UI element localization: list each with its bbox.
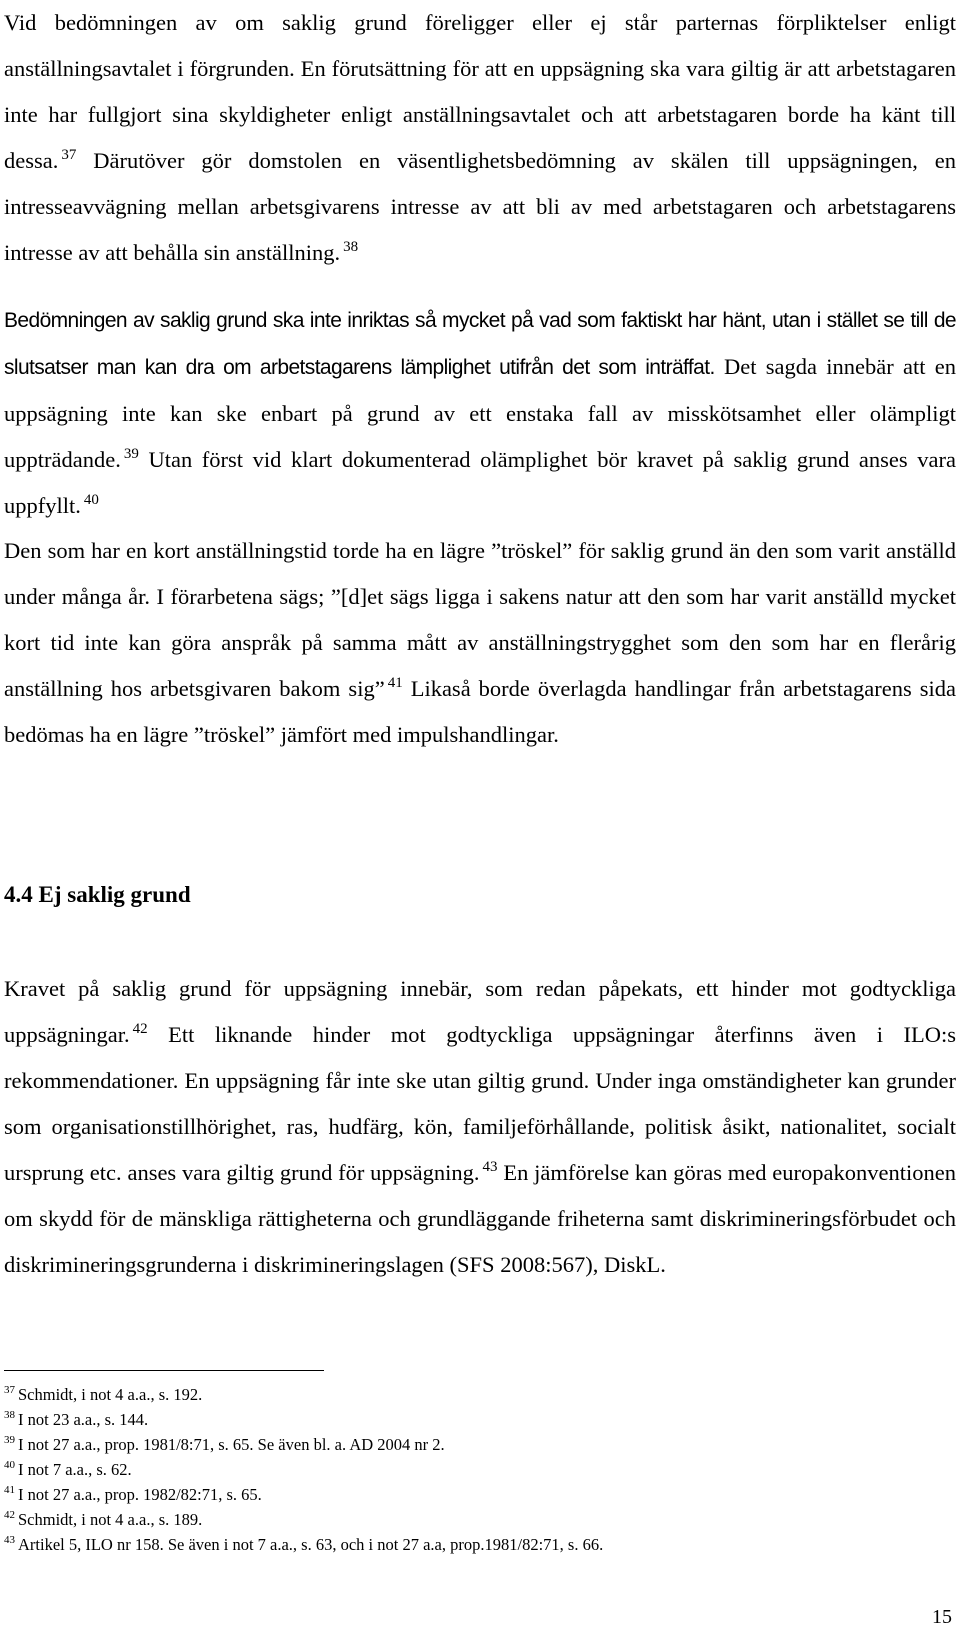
footnote-item	[4, 1432, 944, 1457]
footnote-number: 42	[4, 1509, 15, 1522]
paragraph-anstallningstid	[4, 528, 956, 758]
footnote-ref[interactable]: 38	[343, 239, 359, 255]
footnote-ref[interactable]: 40	[83, 492, 99, 508]
paragraph-text: Vid bedömningen av om saklig grund föreligger eller ej står parternas förpliktelser enligt anställningsavtalet i förgrunden. En förutsättning för att en uppsägning ska vara giltig är att arbetstagaren inte har fullgjort sina skyldigheter enligt anställningsavtalet och att arbetstagaren borde ha känt till dessa.	[4, 10, 956, 173]
footnote-text: Schmidt, i not 4 a.a., s. 189.	[18, 1510, 203, 1529]
footnote-text: I not 7 a.a., s. 62.	[18, 1460, 132, 1479]
paragraph-text: Likaså borde överlagda handlingar från arbetstagarens sida bedömas ha en lägre ”tröskel” jämfört med impulshandlingar.	[4, 676, 957, 747]
footnote-ref[interactable]: 43	[482, 1159, 498, 1175]
footnote-number: 37	[4, 1384, 15, 1397]
footnote-text: I not 27 a.a., prop. 1982/82:71, s. 65.	[18, 1485, 262, 1504]
paragraph-text: Ett liknande hinder mot godtyckliga uppsägningar återfinns även i ILO:s rekommendationer. En uppsägning får inte ske utan giltig grund. Under inga omständigheter kan grunder som organisationstillhörighet, ras, hudfärg, kön, familjeförhållande, politisk åsikt, nationalitet, socialt ursprung etc. anses vara giltig grund för uppsägning.	[4, 1022, 956, 1185]
footnote-number: 38	[4, 1409, 15, 1422]
footnote-text: Artikel 5, ILO nr 158. Se även i not 7 a.a., s. 63, och i not 27 a.a, prop.1981/82:71, s. 66.	[18, 1535, 604, 1554]
footnote-ref[interactable]: 41	[387, 675, 403, 691]
footnote-item	[4, 1457, 944, 1482]
paragraph-text: En jämförelse kan göras med europakonventionen om skydd för de mänskliga rättigheterna och grundläggande friheterna samt diskrimineringsförbudet och diskrimineringsgrunderna i diskrimineringslagen (SFS 2008:567), DiskL.	[4, 1160, 956, 1277]
page-number: 15	[932, 1606, 952, 1628]
footnote-number: 43	[4, 1534, 15, 1547]
paragraph-text: Utan först vid klart dokumenterad olämplighet bör kravet på saklig grund anses vara uppfyllt.	[4, 447, 956, 518]
paragraph-text: Kravet på saklig grund för uppsägning innebär, som redan påpekats, ett hinder mot godtyckliga uppsägningar.	[4, 976, 956, 1047]
footnotes-list	[4, 1382, 944, 1557]
footnote-number: 41	[4, 1484, 15, 1497]
footnote-number: 40	[4, 1459, 15, 1472]
paragraph-text: Därutöver gör domstolen en väsentlighetsbedömning av skälen till uppsägningen, en intresseavvägning mellan arbetsgivarens intresse av att bli av med arbetstagaren och arbetstagarens intresse av att behålla sin anställning.	[4, 148, 957, 265]
paragraph-text-sans: Bedömningen av saklig grund ska inte inriktas så mycket på vad som faktiskt har hänt, utan i stället se till de slutsatser man kan dra om arbetstagarens lämplighet utifrån det som inträffat.	[4, 309, 956, 379]
footnote-text: I not 27 a.a., prop. 1981/8:71, s. 65. Se även bl. a. AD 2004 nr 2.	[18, 1435, 445, 1454]
footnote-item	[4, 1382, 944, 1407]
footnote-ref[interactable]: 37	[61, 147, 77, 163]
footnote-item	[4, 1482, 944, 1507]
footnote-item	[4, 1507, 944, 1532]
footnote-separator	[4, 1370, 324, 1371]
footnote-text: I not 23 a.a., s. 144.	[18, 1410, 149, 1429]
footnote-ref[interactable]: 39	[123, 446, 139, 462]
footnote-number: 39	[4, 1434, 15, 1447]
footnote-text: Schmidt, i not 4 a.a., s. 192.	[18, 1385, 203, 1404]
footnote-item	[4, 1407, 944, 1432]
paragraph-saklig-grund-intro	[4, 0, 956, 276]
section-heading: 4.4 Ej saklig grund	[4, 882, 191, 907]
paragraph-text: Det sagda innebär att en uppsägning inte kan ske enbart på grund av ett enstaka fall av misskötsamhet eller olämpligt uppträdande.	[4, 354, 956, 472]
paragraph-bedomning	[4, 297, 956, 529]
footnote-ref[interactable]: 42	[132, 1021, 148, 1037]
footnote-item	[4, 1532, 944, 1557]
paragraph-krav-saklig-grund	[4, 966, 956, 1288]
paragraph-text: Den som har en kort anställningstid torde ha en lägre ”tröskel” för saklig grund än den som varit anställd under många år. I förarbetena sägs; ”[d]et sägs ligga i sakens natur att den som har varit anställd mycket kort tid inte kan göra anspråk på samma mått av anställningstrygghet som den som har en flerårig anställning hos arbetsgivaren bakom sig”	[4, 538, 956, 701]
